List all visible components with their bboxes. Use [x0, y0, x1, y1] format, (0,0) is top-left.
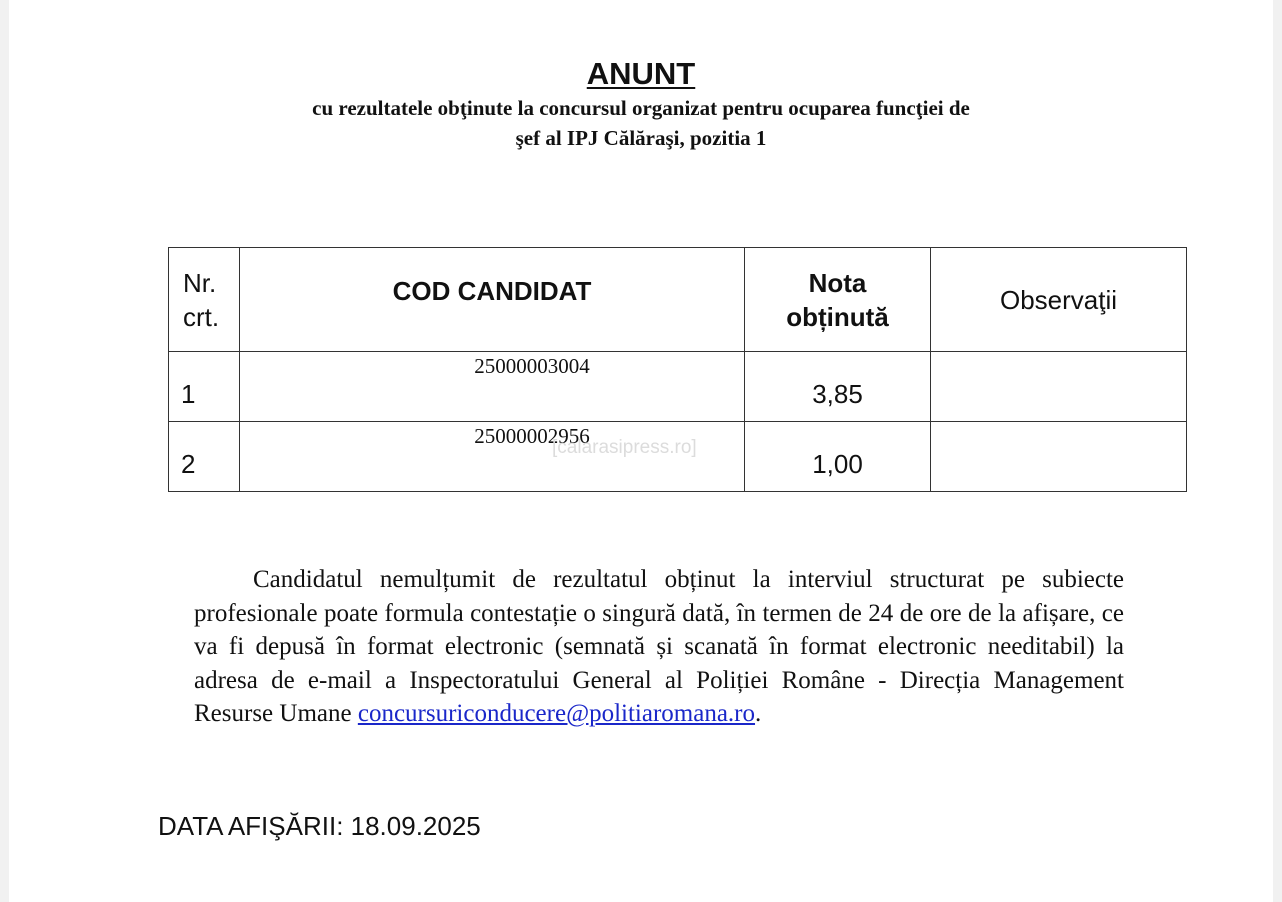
row-nota: 1,00 [745, 422, 931, 492]
document-title: ANUNT [586, 56, 696, 91]
header-observatii: Observaţii [931, 248, 1187, 352]
header-nr-crt: Nr. crt. [169, 248, 240, 352]
table-header-row [169, 248, 1187, 352]
row-observatii [931, 352, 1187, 422]
display-date: DATA AFIŞĂRII: 18.09.2025 [158, 811, 481, 841]
table-row [169, 352, 1187, 422]
row-nr: 2 [169, 422, 240, 492]
row-cod-candidat: 25000003004 [240, 352, 745, 422]
subtitle-line-1: cu rezultatele obţinute la concursul organizat pentru ocuparea funcţiei de [312, 96, 970, 120]
contestation-notice [194, 563, 1124, 731]
watermark-text: [calarasipress.ro] [552, 437, 697, 458]
header-nota-obtinuta: Nota obținută [745, 248, 931, 352]
row-nota: 3,85 [745, 352, 931, 422]
subtitle-line-2: şef al IPJ Călăraşi, pozitia 1 [515, 126, 767, 150]
row-observatii [931, 422, 1187, 492]
email-link[interactable]: concursuriconducere@politiaromana.ro [357, 700, 756, 727]
notice-end: . [755, 700, 762, 727]
row-nr: 1 [169, 352, 240, 422]
header-cod-candidat: COD CANDIDAT [240, 248, 745, 352]
notice-text: Candidatul nemulțumit de rezultatul obținut la interviul structurat pe subiecte profesionale poate formula contestație o singură dată, în termen de 24 de ore de la afișare, ce va fi depusă în format electronic (semnată și scanată în format electronic needitabil) la adresa de e-mail a Inspectoratului General al Poliției Române - Direcția Management Resurse Umane [194, 566, 1124, 727]
row-cod-candidat: 25000002956 [240, 422, 745, 492]
